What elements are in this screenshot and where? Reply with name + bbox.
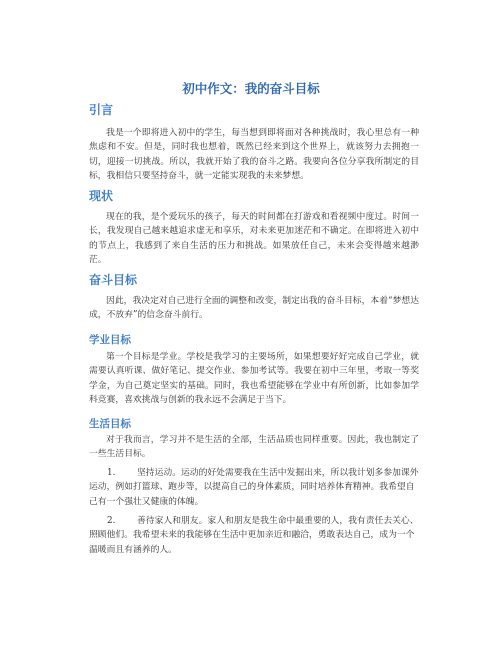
subsection-body-academic: 第一个目标是学业。学校是我学习的主要场所，如果想要好好完成自己学业，就需要认真听课、做好笔记、提交作业、参加考试等。我要在初中三年里，考取一等奖学金，为自己奠定坚实的基础。同时，我也希望能够在学业中有所创新，比如参加学科竞赛，喜欢挑战与创新的我永远不会满足于当下。 [89, 352, 419, 405]
section-body-status: 现在的我，是个爱玩乐的孩子，每天的时间都在打游戏和看视频中度过。时间一长，我发现自己越来越追求虚无和享乐，对未来更加迷茫和不确定。在即将进入初中的节点上，我感到了来自生活的压力和挑战。如果放任自己，未来会变得越来越渺茫。 [89, 212, 419, 265]
list-item-text: 善待家人和朋友。家人和朋友是我生命中最重要的人，我有责任去关心、照顾他们。我希望未来的我能够在生活中更加亲近和融洽，勇敢表达自己，成为一个温暖而且有涵养的人。 [89, 516, 419, 555]
subsection-heading-academic: 学业目标 [89, 334, 131, 346]
section-heading-status: 现状 [89, 189, 114, 203]
list-item-text: 坚持运动。运动的好处需要我在生活中发掘出来，所以我计划多参加课外运动，例如打篮球、跑步等，以提高自己的身体素质，同时培养体育精神。我希望自己有一个强壮又健康的体魄。 [89, 468, 419, 507]
list-item-number: 2. [107, 516, 116, 526]
subsection-heading-life: 生活目标 [89, 418, 131, 430]
section-heading-goal: 奋斗目标 [89, 273, 138, 287]
document-title: 初中作文：我的奋斗目标 [182, 81, 320, 96]
section-body-goal: 因此，我决定对自己进行全面的调整和改变，制定出我的奋斗目标，本着“梦想达成，不放弃”的信念奋斗前行。 [89, 296, 419, 321]
list-item-number: 1. [107, 468, 116, 478]
section-heading-intro: 引言 [89, 103, 114, 117]
list-item [89, 466, 419, 509]
list-item [89, 514, 419, 557]
subsection-body-life: 对于我而言，学习并不是生活的全部，生活品质也同样重要。因此，我也制定了一些生活目标。 [89, 435, 419, 460]
section-body-intro: 我是一个即将进入初中的学生，每当想到即将面对各种挑战时，我心里总有一种焦虑和不安。但是，同时我也想着，既然已经来到这个世界上，就该努力去拥抱一切，迎接一切挑战。所以，我就开始了我的奋斗之路。我要向各位分享我所制定的目标，我相信只要坚持奋斗，就一定能实现我的未来梦想。 [89, 128, 419, 181]
